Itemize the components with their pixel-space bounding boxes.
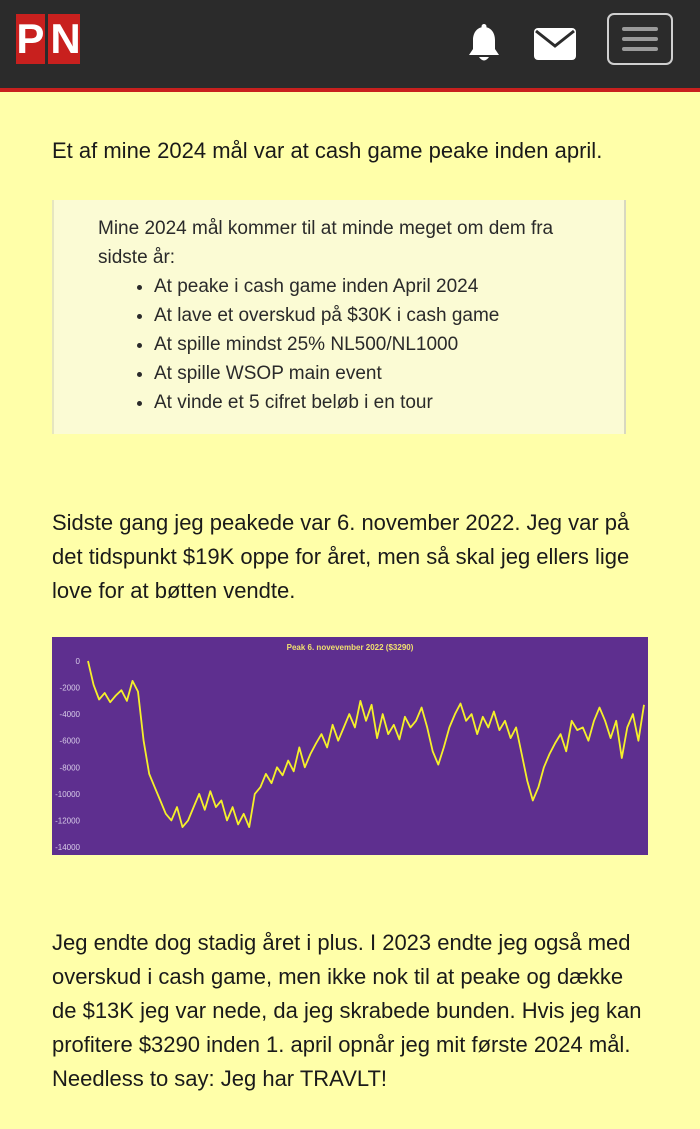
bell-icon [466, 24, 502, 64]
top-navigation-bar [0, 0, 700, 92]
y-tick-label: -6000 [59, 736, 80, 746]
bankroll-series-line [88, 661, 644, 827]
y-tick-label: -8000 [59, 763, 80, 773]
paragraph-goal-intro: Et af mine 2024 mål var at cash game peake inden april. [52, 138, 603, 163]
logo-letter-n: N [50, 15, 80, 62]
y-tick-label: 0 [75, 657, 80, 666]
y-tick-label: -2000 [59, 683, 80, 693]
mail-icon [534, 28, 576, 60]
paragraph-last-peak: Sidste gang jeg peakede var 6. november 2022. Jeg var på det tidspunkt $19K oppe for året, men så skal jeg ellers lige love for at bøtten vendte. [52, 510, 630, 603]
bankroll-line-chart [52, 637, 648, 855]
chart-title: Peak 6. novevember 2022 ($3290) [286, 643, 414, 652]
y-tick-label: -10000 [55, 789, 80, 799]
menu-icon-bar-middle [622, 37, 658, 41]
quote-box-goals [52, 200, 626, 434]
goal-item: • At peake i cash game inden April 2024 [154, 272, 602, 301]
goal-item: • At spille mindst 25% NL500/NL1000 [154, 330, 602, 359]
y-tick-label: -12000 [55, 816, 80, 826]
goal-item: • At vinde et 5 cifret beløb i en tour [154, 388, 602, 417]
hamburger-menu-button[interactable] [607, 13, 673, 65]
menu-icon-bar-top [622, 27, 658, 31]
goals-list [98, 272, 602, 417]
goal-item: • At lave et overskud på $30K i cash game [154, 301, 602, 330]
notifications-button[interactable] [462, 22, 506, 66]
y-tick-label: -14000 [55, 843, 80, 852]
logo-divider [45, 14, 48, 64]
y-tick-label: -4000 [59, 710, 80, 720]
messages-button[interactable] [533, 22, 577, 66]
logo-letter-p: P [16, 15, 44, 62]
paragraph-conclusion: Jeg endte dog stadig året i plus. I 2023 endte jeg også med overskud i cash game, men ikke nok til at peake og dække de $13K jeg var nede, da jeg skrabede bunden. Hvis jeg kan profitere $3290 inden 1. april opnår jeg mit første 2024 mål. Needless to say: Jeg har TRAVLT! [52, 930, 642, 1091]
quote-intro: Mine 2024 mål kommer til at minde meget om dem fra sidste år: [98, 218, 554, 268]
bankroll-graph [52, 637, 648, 855]
goal-item: • At spille WSOP main event [154, 359, 602, 388]
menu-icon-bar-bottom [622, 47, 658, 51]
site-logo[interactable] [16, 14, 80, 64]
